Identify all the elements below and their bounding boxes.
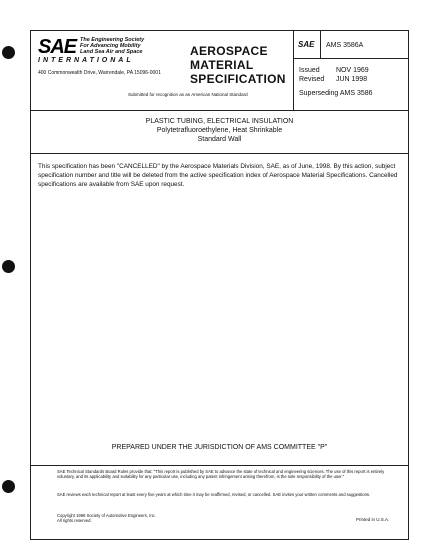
- doc-type-line-1: AEROSPACE: [190, 44, 268, 58]
- binder-hole-top: [2, 46, 15, 59]
- issued-row: [299, 66, 369, 75]
- title-line-1: PLASTIC TUBING, ELECTRICAL INSULATION: [145, 118, 294, 125]
- copyright: [57, 513, 156, 523]
- printed-in: Printed in U.S.A.: [356, 517, 390, 522]
- sae-logo-wordmark: SAE: [38, 36, 77, 58]
- title-line-3: Standard Wall: [197, 136, 242, 143]
- page-frame: [30, 30, 409, 540]
- footer-top-rule: [30, 465, 409, 466]
- copyright-line-2: All rights reserved.: [57, 518, 92, 523]
- issued-label: Issued: [299, 67, 320, 74]
- superseding-note: Superseding AMS 3586: [299, 90, 373, 97]
- binder-hole-middle: [2, 260, 15, 273]
- copyright-line-1: Copyright 1998 Society of Automotive Engineers, Inc.: [57, 513, 156, 518]
- revised-label: Revised: [299, 76, 325, 83]
- standards-board-note: SAE Technical Standards Board Rules provide that: "This report is published by SAE to advance the state of technical and engineering sciences. The use of this report is entirely voluntary, and its applicability and suitability for any particular use, including any patent infringement arising therefrom, is the sole responsibility of the user.": [57, 469, 385, 479]
- specification-title: [30, 117, 409, 144]
- cancellation-notice: This specification has been "CANCELLED" by the Aerospace Materials Division, SAE, as of June, 1998. By this action, subject specification number and title will be deleted from the active specification index of Aerospace Material Specifications. Cancelled specifications are available from SAE upon request.: [38, 163, 398, 188]
- header-bottom-rule: [30, 110, 409, 111]
- binder-hole-bottom: [2, 480, 15, 493]
- header-divider-vertical: [293, 30, 294, 110]
- sae-small-logo: SAE: [298, 40, 315, 49]
- doc-type-line-3: SPECIFICATION: [190, 72, 286, 86]
- doc-type-line-2: MATERIAL: [190, 58, 254, 72]
- revised-row: [299, 75, 369, 84]
- revised-date: JUN 1998: [335, 76, 368, 83]
- ams-number-divider: [320, 30, 321, 58]
- review-note: SAE reviews each technical report at least every five years at which time it may be reaffirmed, revised, or cancelled. SAE invites your written comments and suggestions.: [57, 492, 371, 497]
- ams-number: AMS 3586A: [326, 42, 364, 49]
- spec-box-rule: [293, 58, 409, 59]
- title-line-2: Polytetrafluoroethylene, Heat Shrinkable: [156, 127, 283, 134]
- committee-jurisdiction: PREPARED UNDER THE JURISDICTION OF AMS COMMITTEE "P": [111, 444, 328, 451]
- issue-dates: [299, 66, 369, 84]
- tagline-line-3: Land Sea Air and Space: [80, 49, 143, 55]
- title-bottom-rule: [30, 153, 409, 154]
- issued-date: NOV 1969: [335, 67, 369, 74]
- document-type-heading: [190, 44, 286, 86]
- tagline-line-2: For Advancing Mobility: [80, 43, 141, 49]
- tagline-line-1: The Engineering Society: [80, 37, 145, 43]
- international-label: INTERNATIONAL: [38, 57, 134, 64]
- ansi-submission-note: Submitted for recognition as an American National Standard: [128, 92, 248, 97]
- sae-tagline: [80, 37, 144, 55]
- sae-address: 400 Commonwealth Drive, Warrendale, PA 15096-0001: [38, 70, 161, 76]
